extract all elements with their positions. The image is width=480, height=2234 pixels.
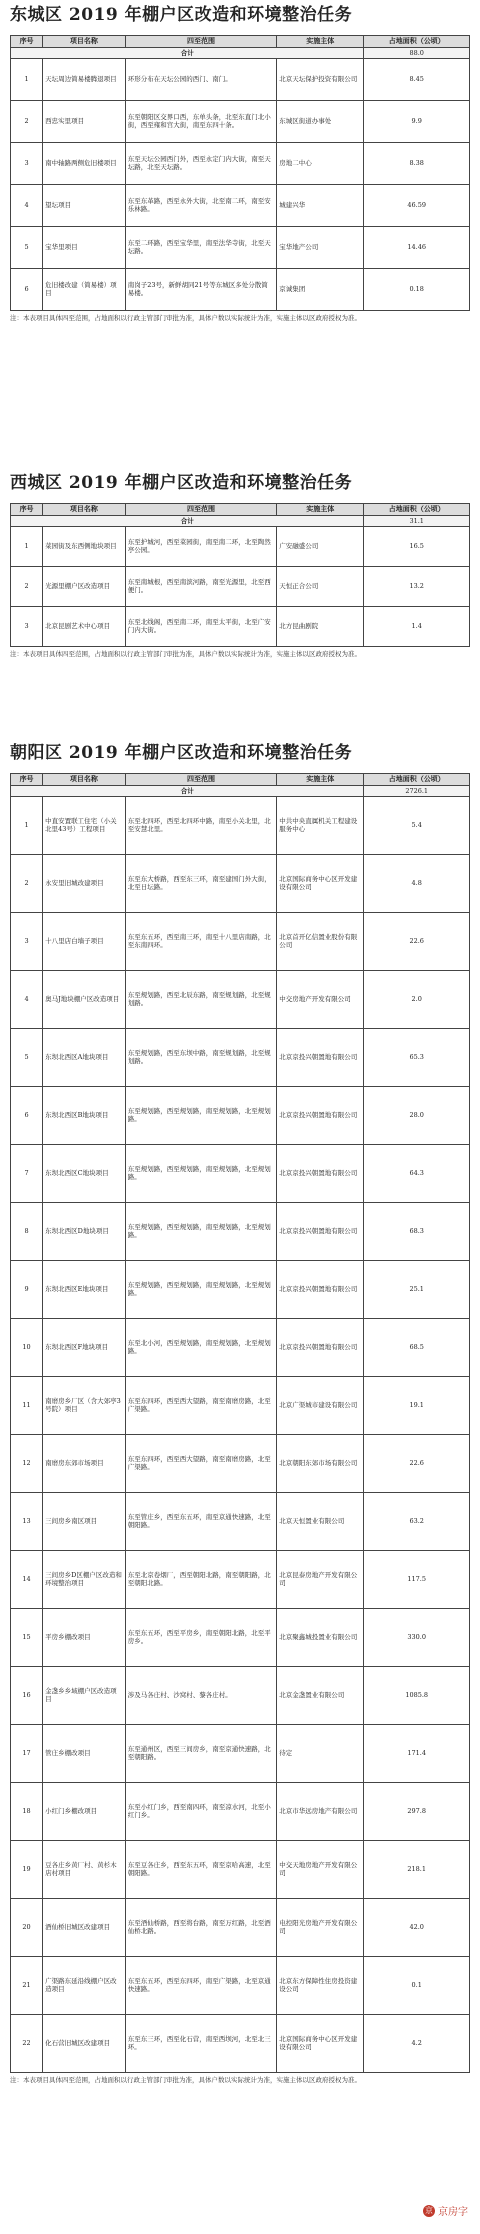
header-name: 项目名称 <box>43 504 126 516</box>
header-no: 序号 <box>11 774 43 786</box>
project-range: 东至二环路，西至宝华里，南至法华寺街，北至天坛路。 <box>125 226 276 268</box>
project-range: 东至朝阳区交界口西，东单头条，北至东直门北小街，西至雍和宫大街，南至东四十条。 <box>125 100 276 142</box>
project-owner: 北京京投兴朝置地有限公司 <box>277 1144 364 1202</box>
project-name: 宝华里项目 <box>43 226 126 268</box>
table-row <box>11 1144 470 1202</box>
total-row <box>11 515 470 526</box>
table-row <box>11 184 470 226</box>
watermark-logo-icon: 京 <box>425 2205 433 2215</box>
project-name: 酒仙桥旧城区改建项目 <box>43 1898 126 1956</box>
table-row <box>11 526 470 566</box>
total-area: 88.0 <box>364 47 470 58</box>
table-row <box>11 1840 470 1898</box>
table-row <box>11 100 470 142</box>
project-area: 0.18 <box>364 268 470 310</box>
project-range: 东至东大桥路，西至东三环，南至建国门外大街，北至日坛路。 <box>125 854 276 912</box>
row-number: 1 <box>11 796 43 854</box>
dongcheng-tbody <box>11 47 470 310</box>
table-row <box>11 970 470 1028</box>
table-row <box>11 2014 470 2072</box>
project-range: 东至北京卷烟厂，西至朝阳北路，南至朝阳路，北至朝阳北路。 <box>125 1550 276 1608</box>
project-owner: 北京广渠城市建设有限公司 <box>277 1376 364 1434</box>
row-number: 8 <box>11 1202 43 1260</box>
project-range: 东至管庄乡，西至东五环，南至京通快速路，北至朝阳路。 <box>125 1492 276 1550</box>
row-number: 2 <box>11 566 43 606</box>
project-area: 68.3 <box>364 1202 470 1260</box>
header-owner: 实施主体 <box>277 504 364 516</box>
row-number: 20 <box>11 1898 43 1956</box>
project-name: 西忠实里项目 <box>43 100 126 142</box>
header-no: 序号 <box>11 36 43 48</box>
table-row <box>11 58 470 100</box>
header-area: 占地面积（公顷） <box>364 774 470 786</box>
project-area: 4.8 <box>364 854 470 912</box>
total-label: 合计 <box>11 47 364 58</box>
project-owner: 城建兴华 <box>277 184 364 226</box>
project-owner: 房地二中心 <box>277 142 364 184</box>
project-name: 光源里棚户区改造项目 <box>43 566 126 606</box>
project-name: 永安里旧城改建项目 <box>43 854 126 912</box>
project-area: 8.45 <box>364 58 470 100</box>
project-area: 5.4 <box>364 796 470 854</box>
project-owner: 北京首开亿信置业股份有限公司 <box>277 912 364 970</box>
row-number: 1 <box>11 526 43 566</box>
project-range: 环形分布在天坛公园的西门、南门。 <box>125 58 276 100</box>
xicheng-tbody <box>11 515 470 646</box>
row-number: 4 <box>11 970 43 1028</box>
row-number: 19 <box>11 1840 43 1898</box>
project-name: 菜园街及东西侧地块项目 <box>43 526 126 566</box>
project-name: 广渠路东延沿线棚户区改造项目 <box>43 1956 126 2014</box>
table-row <box>11 854 470 912</box>
total-row <box>11 785 470 796</box>
project-name: 小红门乡棚改项目 <box>43 1782 126 1840</box>
project-area: 64.3 <box>364 1144 470 1202</box>
project-range: 东至豆各庄乡，西至东五环，南至京哈高速，北至朝阳路。 <box>125 1840 276 1898</box>
table-row <box>11 1550 470 1608</box>
project-name: 金盏乡乡域棚户区改造项目 <box>43 1666 126 1724</box>
project-name: 奥马J地块棚户区改造项目 <box>43 970 126 1028</box>
table-header-row <box>11 504 470 516</box>
row-number: 2 <box>11 100 43 142</box>
row-number: 5 <box>11 1028 43 1086</box>
project-area: 46.59 <box>364 184 470 226</box>
project-range: 东至东三环，西至化石营，南至西坝河，北至北三环。 <box>125 2014 276 2072</box>
row-number: 18 <box>11 1782 43 1840</box>
project-owner: 北京聚鑫城投置业有限公司 <box>277 1608 364 1666</box>
header-range: 四至范围 <box>125 774 276 786</box>
table-row <box>11 1376 470 1434</box>
project-owner: 北京京投兴朝置地有限公司 <box>277 1318 364 1376</box>
row-number: 14 <box>11 1550 43 1608</box>
project-name: 东坝北西区C地块项目 <box>43 1144 126 1202</box>
project-area: 13.2 <box>364 566 470 606</box>
dongcheng-note: 注：本表项目具体四至范围，占地面积以行政主管部门审批为准，具体户数以实际统计为准，实施主体以区政府授权为准。 <box>10 313 361 322</box>
project-owner: 北京国际商务中心区开发建设有限公司 <box>277 854 364 912</box>
project-owner: 北方昆曲剧院 <box>277 606 364 646</box>
project-area: 1085.8 <box>364 1666 470 1724</box>
project-area: 68.5 <box>364 1318 470 1376</box>
project-owner: 北京京投兴朝置地有限公司 <box>277 1028 364 1086</box>
project-owner: 中交房地产开发有限公司 <box>277 970 364 1028</box>
project-owner: 北京京投兴朝置地有限公司 <box>277 1260 364 1318</box>
table-row <box>11 1260 470 1318</box>
project-range: 东至东革路，西至永外大街，北至南二环，南至安乐林路。 <box>125 184 276 226</box>
table-row <box>11 1724 470 1782</box>
row-number: 21 <box>11 1956 43 2014</box>
row-number: 11 <box>11 1376 43 1434</box>
table-row <box>11 566 470 606</box>
row-number: 7 <box>11 1144 43 1202</box>
project-owner: 待定 <box>277 1724 364 1782</box>
header-area: 占地面积（公顷） <box>364 36 470 48</box>
project-owner: 北京国际商务中心区开发建设有限公司 <box>277 2014 364 2072</box>
project-area: 330.0 <box>364 1608 470 1666</box>
row-number: 9 <box>11 1260 43 1318</box>
row-number: 2 <box>11 854 43 912</box>
project-name: 平房乡棚改项目 <box>43 1608 126 1666</box>
project-range: 东至规划路，西至规划路，南至规划路，北至规划路。 <box>125 1144 276 1202</box>
chaoyang-note: 注：本表项目具体四至范围，占地面积以行政主管部门审批为准，具体户数以实际统计为准，实施主体以区政府授权为准。 <box>10 2075 361 2084</box>
total-label: 合计 <box>11 515 364 526</box>
project-owner: 北京京投兴朝置地有限公司 <box>277 1202 364 1260</box>
chaoyang-title: 朝阳区 2019 年棚户区改造和环境整治任务 <box>10 743 353 763</box>
project-area: 65.3 <box>364 1028 470 1086</box>
project-area: 297.8 <box>364 1782 470 1840</box>
project-range: 东至东五环，西至东四环，南至广渠路，北至京通快速路。 <box>125 1956 276 2014</box>
table-row <box>11 796 470 854</box>
project-owner: 北京京投兴朝置地有限公司 <box>277 1086 364 1144</box>
project-name: 望坛项目 <box>43 184 126 226</box>
project-area: 42.0 <box>364 1898 470 1956</box>
project-area: 19.1 <box>364 1376 470 1434</box>
project-area: 4.2 <box>364 2014 470 2072</box>
project-name: 管庄乡棚改项目 <box>43 1724 126 1782</box>
project-name: 东坝北西区D地块项目 <box>43 1202 126 1260</box>
project-area: 63.2 <box>364 1492 470 1550</box>
project-range: 东至规划路，西至北辰东路，南至规划路，北至规划路。 <box>125 970 276 1028</box>
header-area: 占地面积（公顷） <box>364 504 470 516</box>
watermark <box>423 2203 468 2218</box>
project-range: 东至护城河，西至菜园街，南至南二环，北至陶然亭公园。 <box>125 526 276 566</box>
total-area: 2726.1 <box>364 785 470 796</box>
xicheng-title: 西城区 2019 年棚户区改造和环境整治任务 <box>10 473 353 493</box>
header-owner: 实施主体 <box>277 774 364 786</box>
project-owner: 东城区街道办事处 <box>277 100 364 142</box>
project-area: 171.4 <box>364 1724 470 1782</box>
project-owner: 北京朝阳东郊市场有限公司 <box>277 1434 364 1492</box>
dongcheng-table <box>10 35 470 311</box>
project-range: 涉及马各庄村、沙窝村、黎各庄村。 <box>125 1666 276 1724</box>
project-name: 十八里店白墙子项目 <box>43 912 126 970</box>
row-number: 4 <box>11 184 43 226</box>
project-name: 三间房乡D区棚户区改造和环境整治项目 <box>43 1550 126 1608</box>
row-number: 17 <box>11 1724 43 1782</box>
table-row <box>11 606 470 646</box>
total-area: 31.1 <box>364 515 470 526</box>
total-row <box>11 47 470 58</box>
row-number: 6 <box>11 1086 43 1144</box>
row-number: 3 <box>11 912 43 970</box>
project-owner: 北京市华远房地产有限公司 <box>277 1782 364 1840</box>
project-name: 危旧楼改建（简易楼）项目 <box>43 268 126 310</box>
project-range: 东至东五环，西至南三环，南至十八里店南路，北至东南四环。 <box>125 912 276 970</box>
project-area: 117.5 <box>364 1550 470 1608</box>
project-name: 南磨房东郊市场项目 <box>43 1434 126 1492</box>
row-number: 10 <box>11 1318 43 1376</box>
xicheng-note: 注：本表项目具体四至范围，占地面积以行政主管部门审批为准，具体户数以实际统计为准，实施主体以区政府授权为准。 <box>10 649 361 658</box>
project-area: 218.1 <box>364 1840 470 1898</box>
project-range: 东至北小河，西至规划路，南至规划路，北至规划路。 <box>125 1318 276 1376</box>
project-area: 8.38 <box>364 142 470 184</box>
row-number: 6 <box>11 268 43 310</box>
project-area: 0.1 <box>364 1956 470 2014</box>
project-name: 南磨房乡厂区（含大郊亭3号院）项目 <box>43 1376 126 1434</box>
dongcheng-section <box>10 0 470 323</box>
header-name: 项目名称 <box>43 36 126 48</box>
chaoyang-table <box>10 773 470 2073</box>
project-range: 东至通州区，西至三间房乡，南至京通快速路，北至朝阳路。 <box>125 1724 276 1782</box>
xicheng-table <box>10 503 470 647</box>
project-range: 东至酒仙桥路，西至将台路，南至万红路，北至酒仙桥北路。 <box>125 1898 276 1956</box>
total-label: 合计 <box>11 785 364 796</box>
project-range: 东至规划路，西至规划路，南至规划路，北至规划路。 <box>125 1202 276 1260</box>
row-number: 13 <box>11 1492 43 1550</box>
chaoyang-section <box>10 738 470 2085</box>
table-row <box>11 1608 470 1666</box>
project-owner: 天恒正合公司 <box>277 566 364 606</box>
project-name: 中直安置联工住宅（小关北里43号）工程项目 <box>43 796 126 854</box>
header-range: 四至范围 <box>125 504 276 516</box>
project-name: 东坝北西区E地块项目 <box>43 1260 126 1318</box>
chaoyang-tbody <box>11 785 470 2072</box>
project-range: 东至天坛公园西门外，西至永定门内大街，南至天坛路，北至天坛路。 <box>125 142 276 184</box>
project-area: 16.5 <box>364 526 470 566</box>
project-range: 东至东四环，西至西大望路，南至南磨房路，北至广渠路。 <box>125 1434 276 1492</box>
project-range: 东至北四环，西至北四环中路，南至小关北里，北至安慧北里。 <box>125 796 276 854</box>
table-row <box>11 268 470 310</box>
project-range: 东至北线阁，西至南二环，南至太平街，北至广安门内大街。 <box>125 606 276 646</box>
table-row <box>11 1086 470 1144</box>
header-name: 项目名称 <box>43 774 126 786</box>
row-number: 5 <box>11 226 43 268</box>
project-range: 东至小红门乡，西至南四环，南至凉水河，北至小红门乡。 <box>125 1782 276 1840</box>
row-number: 3 <box>11 606 43 646</box>
project-name: 南中轴路两侧危旧楼项目 <box>43 142 126 184</box>
project-area: 28.0 <box>364 1086 470 1144</box>
project-name: 北京昆剧艺术中心项目 <box>43 606 126 646</box>
project-area: 2.0 <box>364 970 470 1028</box>
project-name: 三间房乡南区项目 <box>43 1492 126 1550</box>
project-area: 14.46 <box>364 226 470 268</box>
row-number: 16 <box>11 1666 43 1724</box>
project-name: 豆各庄乡黄厂村、黄杉木店村项目 <box>43 1840 126 1898</box>
project-name: 东坝北西区A地块项目 <box>43 1028 126 1086</box>
table-row <box>11 1956 470 2014</box>
table-row <box>11 1028 470 1086</box>
project-owner: 北京东方保障性住房投资建设公司 <box>277 1956 364 2014</box>
table-row <box>11 226 470 268</box>
xicheng-section <box>10 468 470 659</box>
project-area: 25.1 <box>364 1260 470 1318</box>
project-owner: 北京昆泰房地产开发有限公司 <box>277 1550 364 1608</box>
project-area: 1.4 <box>364 606 470 646</box>
project-owner: 宝华地产公司 <box>277 226 364 268</box>
project-owner: 中共中央直属机关工程建设服务中心 <box>277 796 364 854</box>
project-area: 9.9 <box>364 100 470 142</box>
project-range: 东至东五环，西至平房乡，南至朝阳北路，北至平房乡。 <box>125 1608 276 1666</box>
row-number: 3 <box>11 142 43 184</box>
project-range: 东至规划路，西至东坝中路，南至规划路，北至规划路。 <box>125 1028 276 1086</box>
table-row <box>11 142 470 184</box>
table-header-row <box>11 774 470 786</box>
table-row <box>11 1492 470 1550</box>
project-area: 22.6 <box>364 912 470 970</box>
project-owner: 京诚集团 <box>277 268 364 310</box>
project-name: 东坝北西区F地块项目 <box>43 1318 126 1376</box>
row-number: 12 <box>11 1434 43 1492</box>
dongcheng-title: 东城区 2019 年棚户区改造和环境整治任务 <box>10 5 353 25</box>
project-name: 化石营旧城区改建项目 <box>43 2014 126 2072</box>
project-area: 22.6 <box>364 1434 470 1492</box>
table-row <box>11 1666 470 1724</box>
table-row <box>11 1202 470 1260</box>
header-no: 序号 <box>11 504 43 516</box>
table-row <box>11 1782 470 1840</box>
table-row <box>11 1898 470 1956</box>
project-range: 东至东四环，西至西大望路，南至南磨房路，北至广渠路。 <box>125 1376 276 1434</box>
project-owner: 中交天地房地产开发有限公司 <box>277 1840 364 1898</box>
project-name: 东坝北西区B地块项目 <box>43 1086 126 1144</box>
table-row <box>11 1318 470 1376</box>
project-name: 天坛周边简易楼腾退项目 <box>43 58 126 100</box>
header-owner: 实施主体 <box>277 36 364 48</box>
table-row <box>11 912 470 970</box>
project-owner: 电控阳光房地产开发有限公司 <box>277 1898 364 1956</box>
project-range: 东至规划路，西至规划路，南至规划路，北至规划路。 <box>125 1260 276 1318</box>
project-owner: 北京天坛保护投资有限公司 <box>277 58 364 100</box>
project-range: 东至南城根，西至南滨河路，南至光源里，北至西便门。 <box>125 566 276 606</box>
project-range: 东至规划路，西至规划路，南至规划路，北至规划路。 <box>125 1086 276 1144</box>
header-range: 四至范围 <box>125 36 276 48</box>
project-range: 南岗子23号，新鲜胡同21号等东城区多处分散简易楼。 <box>125 268 276 310</box>
table-header-row <box>11 36 470 48</box>
watermark-text: 京房字 <box>438 2207 468 2218</box>
row-number: 1 <box>11 58 43 100</box>
row-number: 22 <box>11 2014 43 2072</box>
row-number: 15 <box>11 1608 43 1666</box>
table-row <box>11 1434 470 1492</box>
project-owner: 广安融盛公司 <box>277 526 364 566</box>
project-owner: 北京天恒置业有限公司 <box>277 1492 364 1550</box>
project-owner: 北京金盏置业有限公司 <box>277 1666 364 1724</box>
